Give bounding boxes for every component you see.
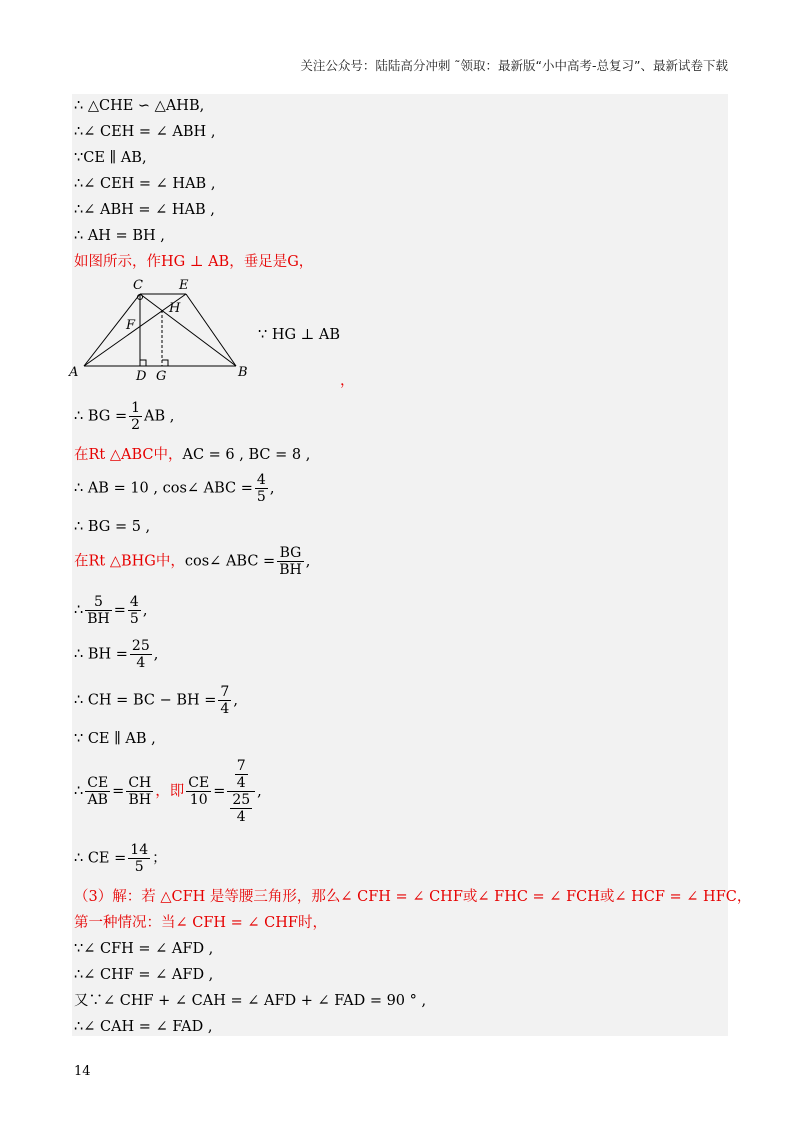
line-case1: 第一种情况：当∠ CFH = ∠ CHF时，: [74, 915, 327, 931]
line-5: ∴∠ ABH = ∠ HAB ,: [74, 202, 215, 218]
line-4: ∴∠ CEH = ∠ HAB ,: [74, 176, 216, 192]
line-23: ∴∠ CHF = ∠ AFD ,: [74, 967, 214, 983]
line-bg-half: ∴ BG = $\frac{1}{2}$ AB ,: [74, 400, 175, 433]
line-rt-bhg: 在Rt △BHG中，cos∠ ABC = $\frac{BG}{BH}$ ,: [74, 545, 311, 578]
figure-comma: ，: [340, 373, 355, 389]
line-25: ∴∠ CAH = ∠ FAD ,: [74, 1019, 213, 1035]
line-3: ∵CE ∥ AB,: [74, 150, 147, 166]
line-1: ∴ △CHE ∽ △AHB,: [74, 98, 205, 114]
label-E: E: [179, 278, 189, 293]
line-22: ∵∠ CFH = ∠ AFD ,: [74, 941, 214, 957]
line-ce-proportion: ∴ $\frac{CE}{AB}$ = $\frac{CH}{BH}$ ，即 $\frac{CE}{10}$ = $\frac{\frac{7}{4}}{\frac{25}{4}}$ ,: [74, 758, 262, 825]
line-24: 又∵∠ CHF + ∠ CAH = ∠ AFD + ∠ FAD = 90 ° ,: [74, 993, 427, 1009]
line-5-over-bh: ∴ $\frac{5}{BH}$ = $\frac{4}{5}$ ,: [74, 594, 148, 627]
line-bg-5: ∴ BG = 5 ,: [74, 519, 151, 535]
line-rt-abc: 在Rt △ABC中，AC = 6 , BC = 8 ,: [74, 447, 311, 463]
line-6: ∴ AH = BH ,: [74, 228, 165, 244]
label-G: G: [156, 369, 167, 384]
line-2: ∴∠ CEH = ∠ ABH ,: [74, 124, 216, 140]
line-7-construction: 如图所示，作HG ⊥ AB，垂足是G，: [74, 254, 314, 270]
label-D: D: [136, 369, 147, 384]
line-ab-cos: ∴ AB = 10 , cos∠ ABC = $\frac{4}{5}$ ,: [74, 472, 275, 505]
label-F: F: [126, 318, 136, 333]
label-H: H: [169, 301, 181, 316]
line-ce-result: ∴ CE = $\frac{14}{5}$ ；: [74, 842, 167, 875]
fraction-one-half: $\frac{1}{2}$: [131, 400, 141, 433]
figure-side-note: ∵ HG ⊥ AB: [258, 327, 341, 343]
line-part3: （3）解：若 △CFH 是等腰三角形，那么∠ CFH = ∠ CHF或∠ FHC = ∠ FCH或∠ HCF = ∠ HFC，: [74, 889, 752, 905]
page-header: 关注公众号：陆陆高分冲刺 ˜领取：最新版“小中高考-总复习”、最新试卷下载: [300, 58, 728, 73]
line-bh-value: ∴ BH = $\frac{25}{4}$ ,: [74, 638, 159, 671]
label-A: A: [69, 365, 79, 380]
line-ch-value: ∴ CH = BC − BH = $\frac{7}{4}$ ,: [74, 684, 238, 717]
line-ce-parallel: ∵ CE ∥ AB ,: [74, 731, 156, 747]
page-number: 14: [74, 1064, 91, 1079]
label-B: B: [238, 365, 248, 380]
label-C: C: [133, 278, 143, 293]
geometry-figure: [66, 276, 266, 386]
